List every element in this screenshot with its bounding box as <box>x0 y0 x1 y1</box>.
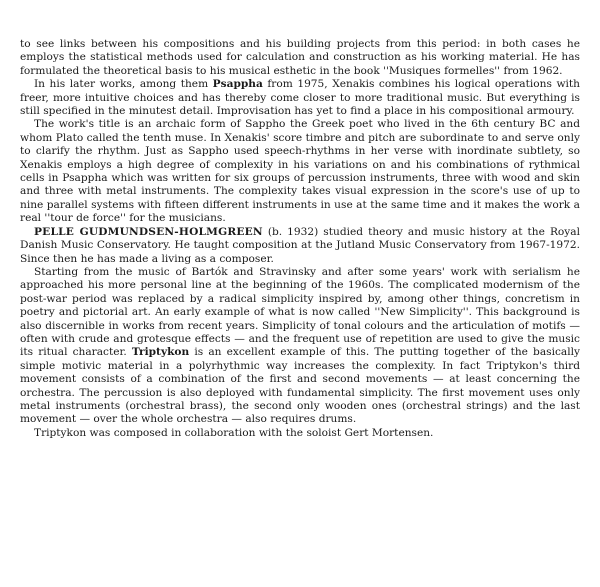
paragraph-text: In his later works, among them <box>34 78 213 91</box>
paragraph-text: (b. 1932) studied theory and music history at the Royal Danish Music Conservatory. He taught composition at the Jutland Music Conservatory from 1967-1972. Since then he has made a living as a composer. <box>20 225 580 265</box>
liner-notes-text <box>20 38 580 440</box>
composer-name: PELLE GUDMUNDSEN-HOLMGREEN <box>34 225 263 238</box>
paragraph-text: to see links between his compositions and his building projects from this period: in both cases he employs the statistical methods used for calculation and construction as his working material. He has formulated the theoretical basis to his musical esthetic in the book ''Musiques formelles'' from 1962. <box>20 38 580 77</box>
paragraph <box>20 266 580 427</box>
paragraph-text: from 1975, Xenakis combines his logical operations with freer, more intuitive choices and has thereby come closer to more traditional music. But everything is still specified in the minutest detail. Improvisation has yet to find a place in his compositional armoury. <box>20 78 580 118</box>
paragraph-text: is an excellent example of this. The putting together of the basically simple motivic material in a polyrhythmic way increases the complexity. In fact Triptykon's third movement consists of a combination of the first and second movements — at least concerning the orchestra. The percussion is also deployed with fundamental simplicity. The first movement uses only metal instruments (orchestral brass), the second only wooden ones (orchestral strings) and the last movement — over the whole orchestra — also requires drums. <box>20 346 580 426</box>
paragraph-text: Starting from the music of Bartók and Stravinsky and after some years' work with serialism he approached his more personal line at the beginning of the 1960s. The complicated modernism of the post-war period was replaced by a radical simplicity inspired by, among other things, concretism in poetry and pictorial art. An early example of what is now called ''New Simplicity''. This background is also discernible in works from recent years. Simplicity of tonal colours and the articulation of motifs — often with crude and grotesque effects — and the frequent use of repetition are used to give the music its ritual character. <box>20 265 580 359</box>
work-title: Psappha <box>212 78 263 91</box>
paragraph <box>20 38 580 78</box>
work-title: Triptykon <box>131 346 190 359</box>
paragraph <box>20 118 580 225</box>
paragraph <box>20 427 580 440</box>
paragraph-text: Triptykon was composed in collaboration with the soloist Gert Mortensen. <box>34 426 434 439</box>
paragraph-text: The work's title is an archaic form of Sappho the Greek poet who lived in the 6th century BC and whom Plato called the tenth muse. In Xenakis' score timbre and pitch are subordinate to and serve only to clarify the rhythm. Just as Sappho used speech-rhythms in her verse with inordinate subtlety, so Xenakis employs a high degree of complexity in his variations on and his combinations of rythmical cells in Psappha which was written for six groups of percussion instruments, three with wood and skin and three with metal instruments. The complexity takes visual expression in the score's use of up to nine parallel systems with fifteen different instruments in use at the same time and it makes the work a real ''tour de force'' for the musicians. <box>20 118 580 225</box>
paragraph <box>20 226 580 266</box>
paragraph <box>20 78 580 118</box>
